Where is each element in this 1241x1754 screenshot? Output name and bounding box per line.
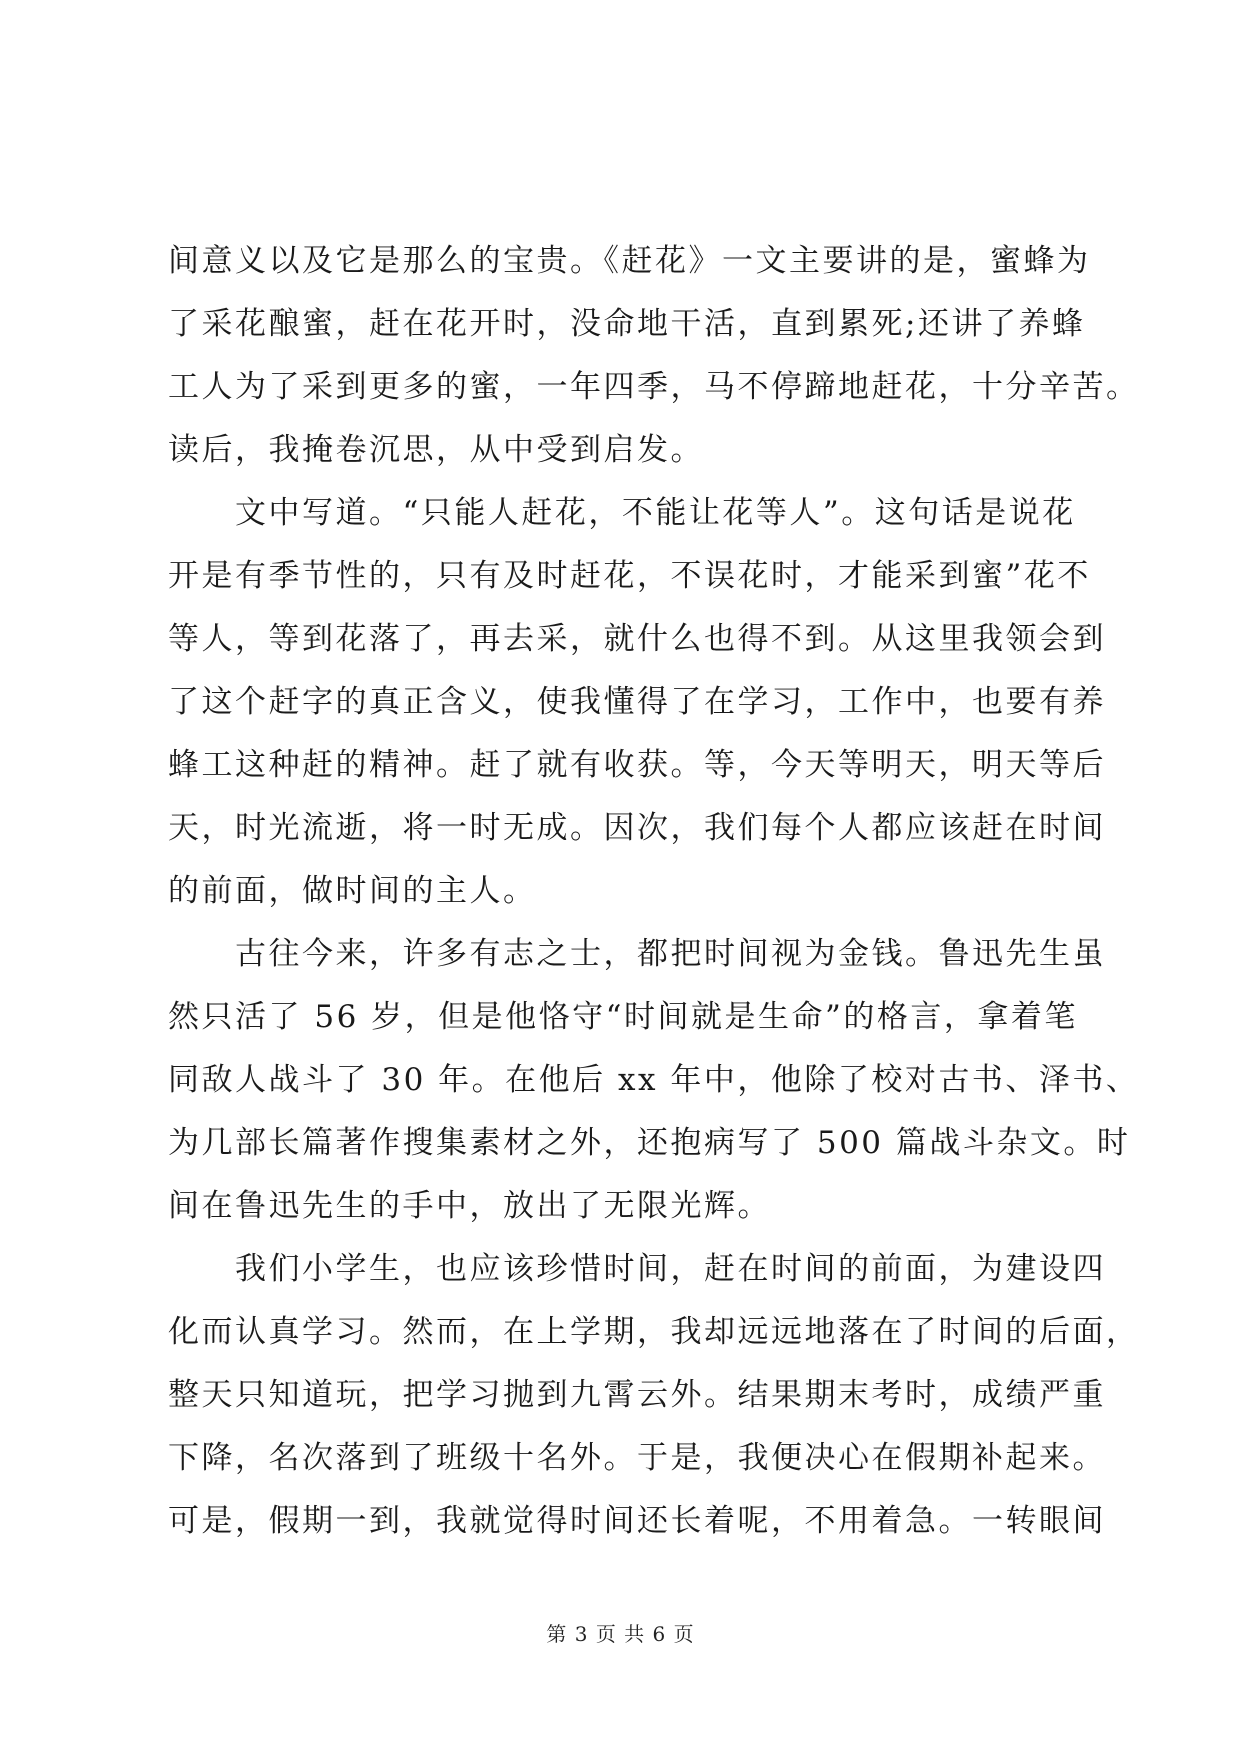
text-line: 同敌人战斗了 30 年。在他后 xx 年中，他除了校对古书、泽书、 — [168, 1062, 1140, 1098]
text-line: 为几部长篇著作搜集素材之外，还抱病写了 500 篇战斗杂文。时 — [168, 1125, 1131, 1161]
page-footer: 第 3 页 共 6 页 — [546, 1622, 695, 1646]
text-line: 天，时光流逝，将一时无成。因次，我们每个人都应该赶在时间 — [168, 810, 1106, 846]
text-line: 然只活了 56 岁，但是他恪守“时间就是生命”的格言，拿着笔 — [168, 999, 1078, 1035]
text-line: 整天只知道玩，把学习抛到九霄云外。结果期末考时，成绩严重 — [168, 1377, 1106, 1413]
text-line: 开是有季节性的，只有及时赶花，不误花时，才能采到蜜”花不 — [168, 558, 1091, 594]
text-line: 间意义以及它是那么的宝贵。《赶花》一文主要讲的是，蜜蜂为 — [168, 243, 1091, 279]
text-line: 可是，假期一到，我就觉得时间还长着呢，不用着急。一转眼间 — [168, 1503, 1106, 1539]
text-line: 文中写道。“只能人赶花，不能让花等人”。这句话是说花 — [168, 495, 1076, 531]
text-line: 间在鲁迅先生的手中，放出了无限光辉。 — [168, 1188, 771, 1224]
text-line: 等人，等到花落了，再去采，就什么也得不到。从这里我领会到 — [168, 621, 1106, 657]
text-line: 下降，名次落到了班级十名外。于是，我便决心在假期补起来。 — [168, 1440, 1106, 1476]
text-line: 蜂工这种赶的精神。赶了就有收获。等，今天等明天，明天等后 — [168, 747, 1106, 783]
text-line: 读后，我掩卷沉思，从中受到启发。 — [168, 432, 704, 468]
text-line: 我们小学生，也应该珍惜时间，赶在时间的前面，为建设四 — [168, 1251, 1106, 1287]
body-text — [168, 230, 1140, 1553]
text-line: 化而认真学习。然而，在上学期，我却远远地落在了时间的后面， — [168, 1314, 1140, 1350]
text-line: 了采花酿蜜，赶在花开时，没命地干活，直到累死;还讲了养蜂 — [168, 306, 1086, 342]
text-line: 的前面，做时间的主人。 — [168, 873, 537, 909]
text-line: 古往今来，许多有志之士，都把时间视为金钱。鲁迅先生虽 — [168, 936, 1106, 972]
text-line: 了这个赶字的真正含义，使我懂得了在学习，工作中，也要有养 — [168, 684, 1106, 720]
text-line: 工人为了采到更多的蜜，一年四季，马不停蹄地赶花，十分辛苦。 — [168, 369, 1140, 405]
